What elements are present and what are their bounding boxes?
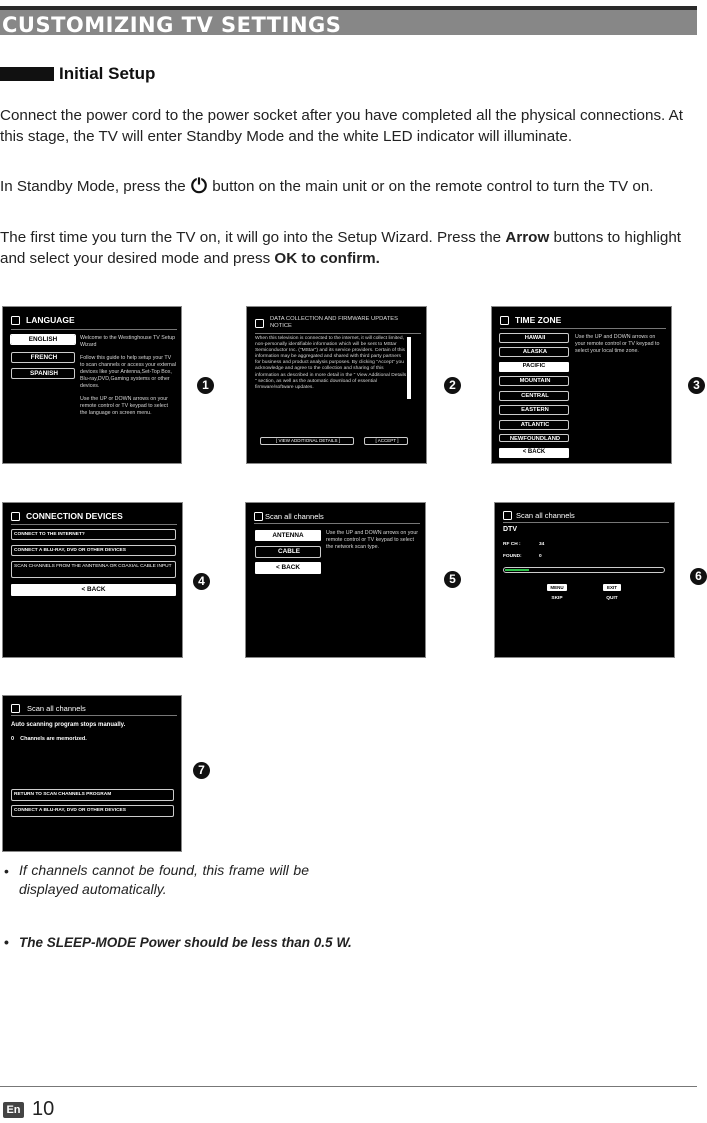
screen-scan-progress — [494, 502, 675, 658]
menu-button[interactable]: MENU — [547, 584, 567, 591]
paragraph-standby-b: button on the main unit or on the remote control to turn the TV on. — [212, 178, 654, 195]
connect-devices-button[interactable]: CONNECT A BLU-RAY, DVD OR OTHER DEVICES — [11, 805, 174, 817]
screen-language — [2, 306, 182, 464]
paragraph-wizard — [0, 228, 700, 269]
step-badge-5: 5 — [444, 571, 461, 588]
checkbox-icon — [255, 319, 264, 328]
paragraph-wizard-a: The first time you turn the TV on, it will go into the Setup Wizard. Press the — [0, 229, 502, 246]
screen-scan-result — [2, 695, 182, 852]
section-title: Initial Setup — [59, 64, 156, 83]
tz-atlantic[interactable]: ATLANTIC — [499, 420, 569, 430]
divider — [11, 715, 177, 716]
checkbox-icon — [11, 704, 20, 713]
rf-channel-value: 34 — [539, 542, 545, 547]
back-button[interactable]: < BACK — [255, 562, 321, 574]
screen-data-text: When this television is connected to the internet, it will collect limited, non-personally identifiable information which will be sent to MStar Semiconductor Inc. ("MStar") and its service providers. Certain of this information may be aggregated and shared with third party partners for business and product analysis purposes. By clicking "Accept" you acknowledge and agree to the collection and sharing of this information as described in more detail in the " View Additional Details " section, as well as the automatic download of essential firmware/software updates. — [255, 336, 407, 390]
section-marker — [0, 67, 54, 81]
screen-scan-type-title: Scan all channels — [254, 512, 324, 521]
tz-pacific[interactable]: PACIFIC — [499, 362, 569, 372]
language-badge: En — [3, 1102, 24, 1118]
view-details-button[interactable]: [ VIEW ADDITIONAL DETAILS ] — [260, 437, 354, 445]
page-title: CUSTOMIZING TV SETTINGS — [2, 13, 342, 37]
section-heading — [0, 64, 155, 84]
found-label: FOUND: — [503, 554, 522, 559]
accept-button[interactable]: [ ACCEPT ] — [364, 437, 408, 445]
option-spanish[interactable]: SPANISH — [11, 368, 75, 379]
tz-hawaii[interactable]: HAWAII — [499, 333, 569, 343]
tz-mountain[interactable]: MOUNTAIN — [499, 376, 569, 386]
paragraph-wizard-c: buttons to highlight and select your desired mode and press — [0, 229, 681, 267]
checkbox-icon — [11, 316, 20, 325]
step-badge-4: 4 — [193, 573, 210, 590]
screen-language-title: LANGUAGE — [11, 315, 75, 325]
chevron-left-icon: < — [81, 586, 88, 593]
screen-scan-progress-title: Scan all channels — [503, 511, 575, 520]
screen-connection-title: CONNECTION DEVICES — [11, 511, 123, 521]
divider — [11, 524, 177, 525]
screen-scan-type — [245, 502, 426, 658]
skip-label: SKIP — [551, 596, 563, 601]
checkbox-icon — [11, 512, 20, 521]
screen-data-title: DATA COLLECTION AND FIRMWARE UPDATES NOTICE — [255, 316, 420, 330]
quit-label: QUIT — [606, 596, 618, 601]
option-internet[interactable]: CONNECT TO THE INTERNET? — [11, 529, 176, 540]
option-connect-devices[interactable]: CONNECT A BLU-RAY, DVD OR OTHER DEVICES — [11, 545, 176, 556]
option-scan-channels[interactable]: SCAN CHANNELS FROM THE ANNTENNA OR COAXIAL CABLE INPUT — [11, 561, 176, 578]
chevron-left-icon: < — [522, 449, 528, 455]
footer-divider — [0, 1086, 697, 1087]
tz-eastern[interactable]: EASTERN — [499, 405, 569, 415]
exit-button[interactable]: EXIT — [603, 584, 621, 591]
checkbox-icon — [503, 511, 512, 520]
scrollbar[interactable] — [407, 337, 411, 399]
return-to-scan-button[interactable]: RETURN TO SCAN CHANNELS PROGRAM — [11, 789, 174, 801]
tz-alaska[interactable]: ALASKA — [499, 347, 569, 357]
option-cable[interactable]: CABLE — [255, 546, 321, 558]
chevron-left-icon: < — [276, 564, 282, 571]
power-icon — [190, 176, 208, 194]
divider — [255, 333, 421, 334]
screen-time-zone — [491, 306, 672, 464]
option-french[interactable]: FRENCH — [11, 352, 75, 363]
option-english[interactable]: ENGLISH — [11, 335, 75, 344]
paragraph-wizard-ok: OK to confirm. — [274, 249, 380, 267]
divider — [503, 522, 669, 523]
scan-mode: DTV — [503, 526, 517, 533]
paragraph-power: Connect the power cord to the power socket after you have completed all the physical connections. At this stage, the TV will enter Standby Mode and the white LED indicator will illuminate. — [0, 107, 683, 145]
screen-time-zone-help: Use the UP and DOWN arrows on your remote control or TV keypad to select your local time zone. — [575, 334, 660, 354]
checkbox-icon — [254, 512, 263, 521]
found-value: 0 — [539, 554, 542, 559]
divider — [500, 328, 666, 329]
channels-memorized-text: 0 Channels are memorized. — [11, 736, 87, 742]
paragraph-standby-a: In Standby Mode, press the — [0, 178, 186, 195]
step-badge-6: 6 — [690, 568, 707, 585]
screen-connection-devices — [2, 502, 183, 658]
paragraph-standby — [0, 176, 700, 198]
screen-scan-result-title: Scan all channels — [11, 704, 86, 713]
step-badge-3: 3 — [688, 377, 705, 394]
step-badge-7: 7 — [193, 762, 210, 779]
header-bar — [0, 6, 697, 35]
scan-stopped-text: Auto scanning program stops manually. — [11, 722, 126, 728]
divider — [11, 329, 177, 330]
note-sleep-mode: The SLEEP-MODE Power should be less than 0.5 W. — [19, 935, 352, 950]
paragraph-wizard-arrow: Arrow — [505, 229, 550, 246]
note-channels-not-found: If channels cannot be found, this frame will be displayed automatically. — [19, 862, 309, 897]
screen-language-help: Welcome to the Westinghouse TV Setup Wizard Follow this guide to help setup your TV to scan channels or access your external devices like your Antenna,Set-Top Box, Blu-ray,DVD,Gaming systems or other devices. Use the UP or DOWN arrows on your remote control or TV keypad to select the language on screen menu. — [80, 335, 176, 416]
step-badge-1: 1 — [197, 377, 214, 394]
note-bullet-2: • — [4, 934, 9, 950]
tz-central[interactable]: CENTRAL — [499, 391, 569, 401]
rf-channel-label: RF CH : — [503, 542, 521, 547]
back-button[interactable]: < BACK — [11, 584, 176, 596]
scan-progress-fill — [505, 569, 529, 571]
screen-scan-type-help: Use the UP and DOWN arrows on your remote control or TV keypad to select the network scan type. — [326, 530, 419, 550]
step-badge-2: 2 — [444, 377, 461, 394]
page-number: 10 — [32, 1098, 55, 1120]
option-antenna[interactable]: ANTENNA — [255, 530, 321, 541]
screen-data-collection — [246, 306, 427, 464]
tz-newfoundland[interactable]: NEWFOUNDLAND — [499, 434, 569, 442]
note-bullet-1: • — [4, 863, 9, 879]
back-button[interactable]: < BACK — [499, 448, 569, 458]
divider — [254, 523, 420, 524]
screen-time-zone-title: TIME ZONE — [500, 315, 561, 325]
scan-progress-bar — [503, 567, 665, 573]
checkbox-icon — [500, 316, 509, 325]
